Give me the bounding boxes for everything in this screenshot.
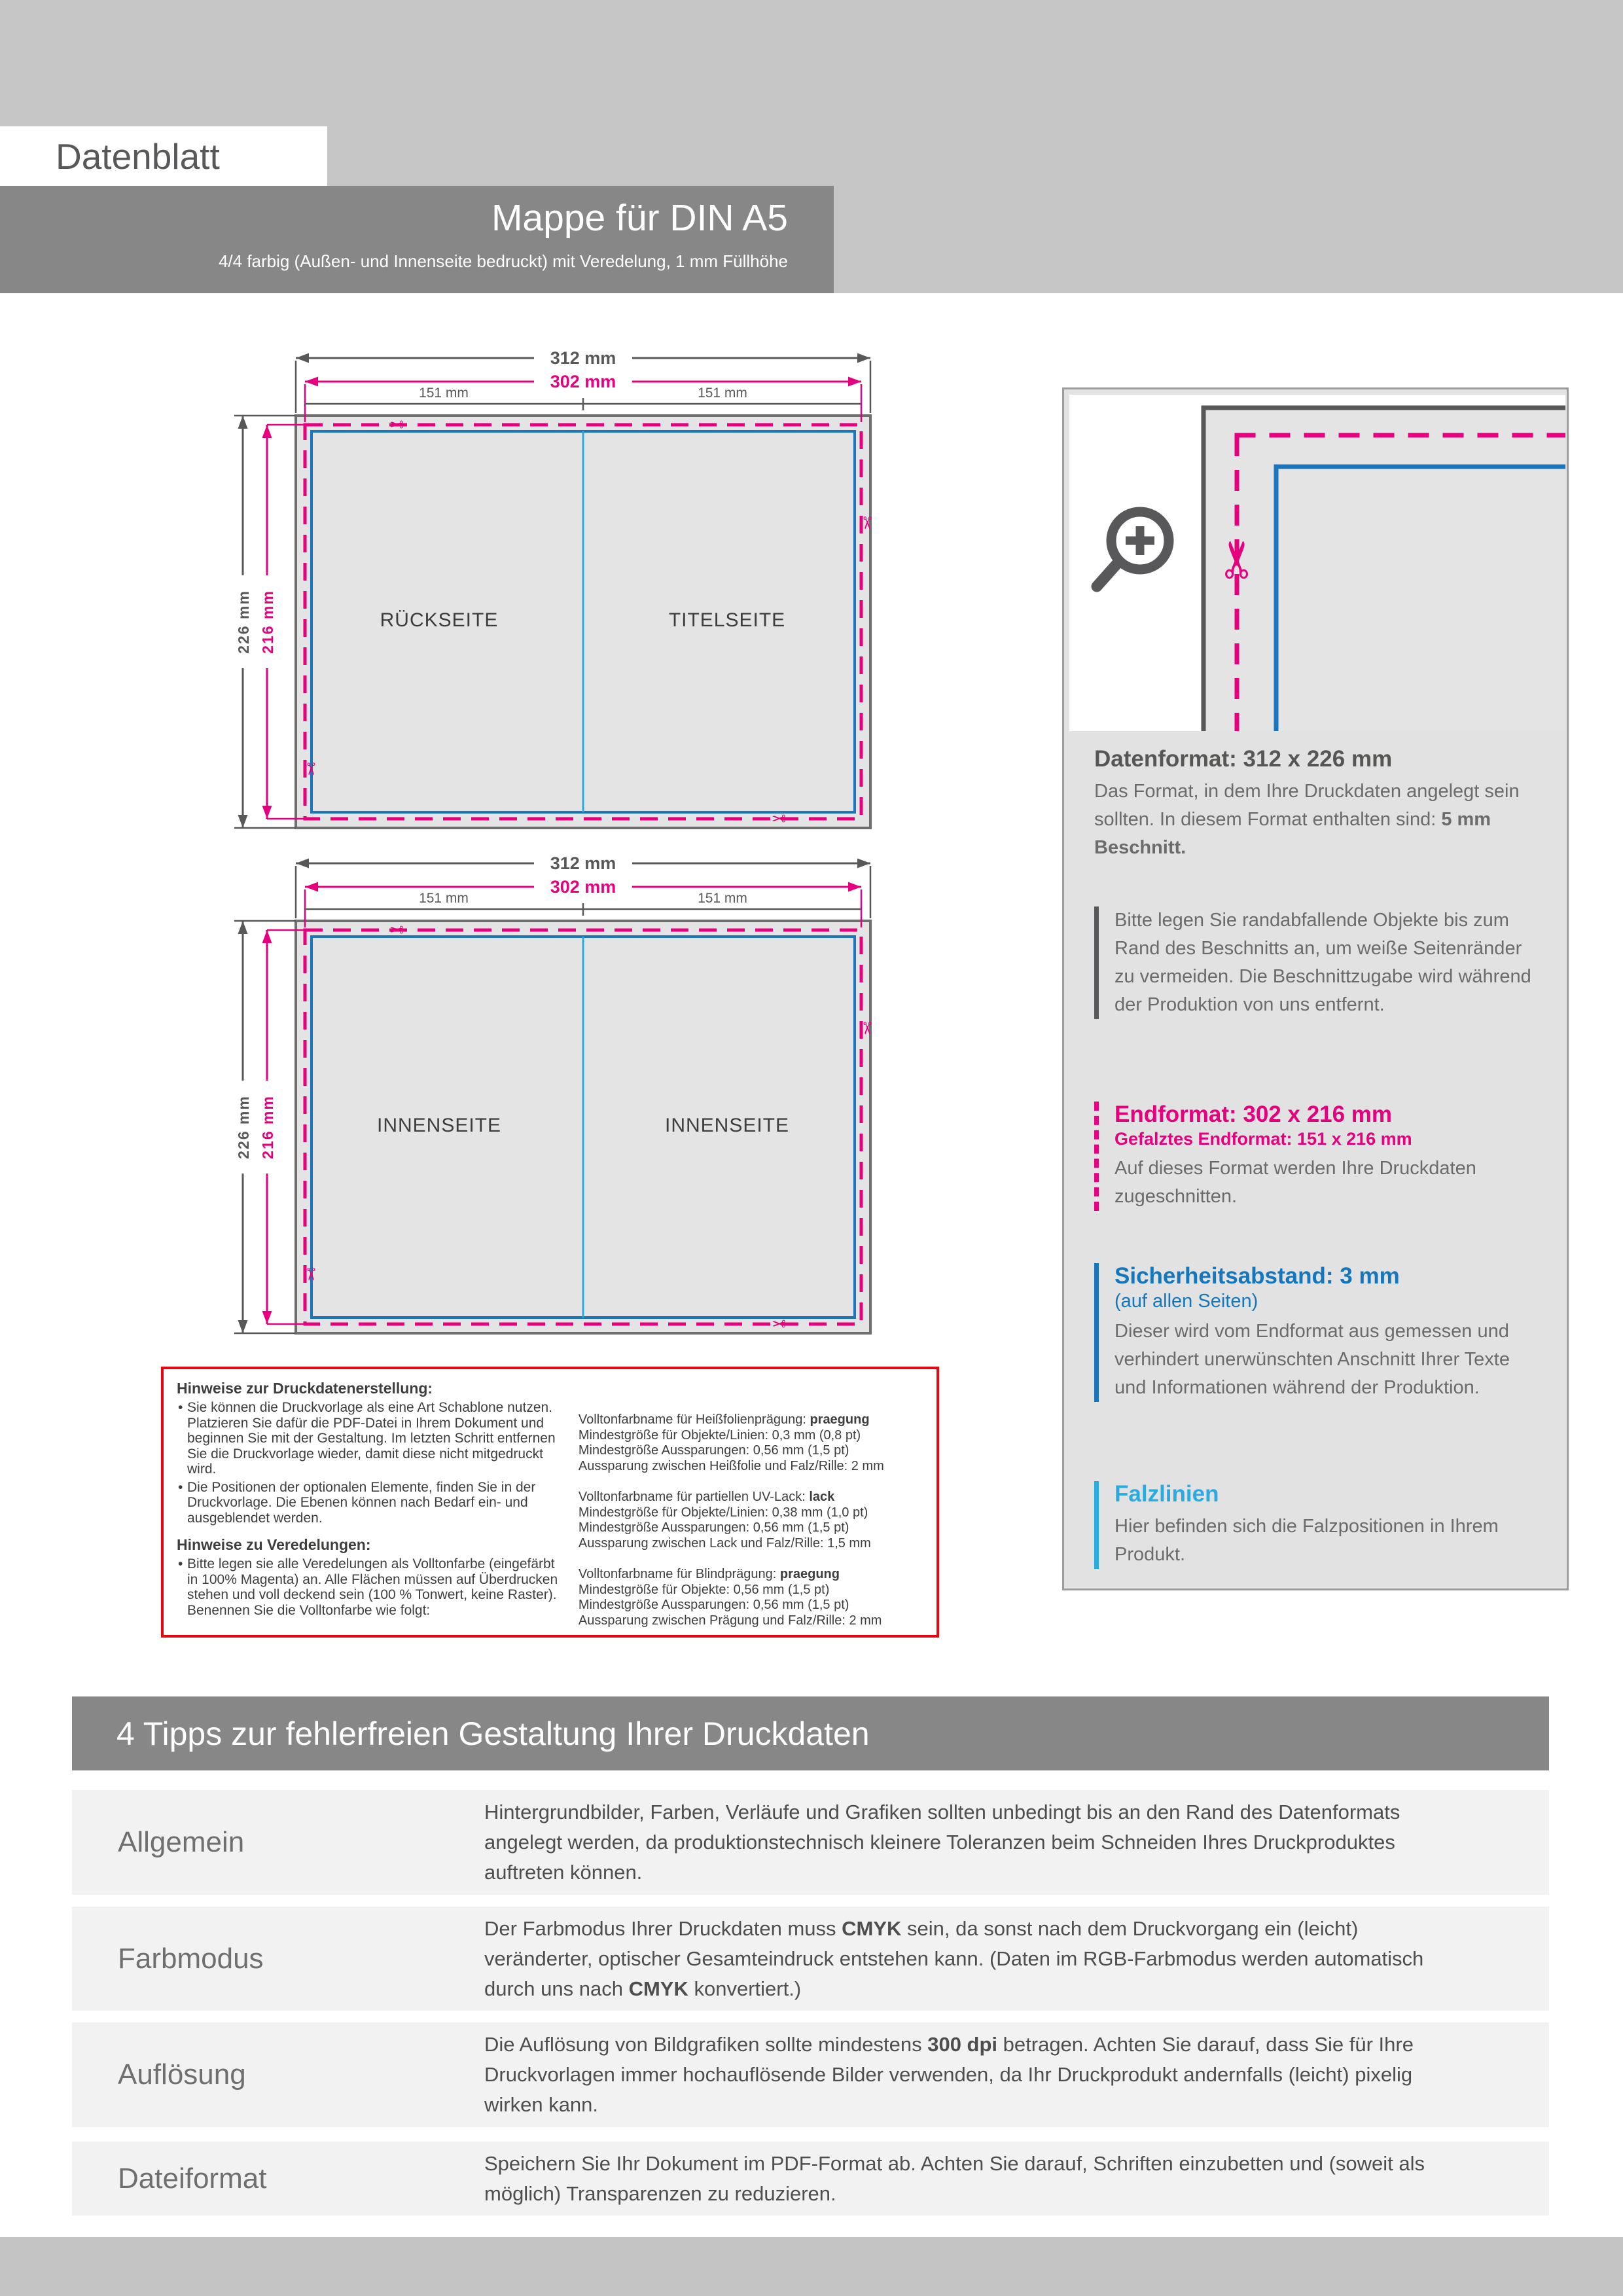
spec-line: Aussparung zwischen Prägung und Falz/Rille: 2 mm: [578, 1613, 882, 1628]
scissors-icon: ✂: [857, 516, 876, 530]
falzlinien-body: Hier befinden sich die Falzpositionen in Ihrem Produkt.: [1115, 1516, 1499, 1565]
spec-head: Volltonfarbname für partiellen UV-Lack: lack: [578, 1490, 835, 1504]
safety-heading: Sicherheitsabstand: 3 mm: [1115, 1263, 1400, 1289]
scissors-icon: ✂: [389, 921, 404, 941]
tip-row-allgemein: [72, 1790, 1549, 1895]
spec-line: Mindestgröße Aussparungen: 0,56 mm (1,5 pt): [578, 1520, 849, 1535]
spot-color-spec: [579, 1567, 925, 1628]
dim-width-end-label: 302 mm: [550, 372, 616, 391]
dim-half-left-label: 151 mm: [419, 386, 469, 401]
corner-zoom-illustration: [1069, 395, 1565, 731]
scissors-icon: ✂: [1209, 538, 1268, 581]
product-title-bar: [0, 186, 834, 293]
dim-half-right-label: 151 mm: [698, 386, 747, 401]
section-safety: [1094, 1263, 1533, 1402]
endformat-subheading: Gefalztes Endformat: 151 x 216 mm: [1115, 1129, 1412, 1149]
dim-height-total-label: 226 mm: [235, 590, 252, 654]
spec-line: Aussparung zwischen Lack und Falz/Rille: 1,5 mm: [578, 1535, 871, 1551]
scissors-icon: ✂: [389, 416, 404, 435]
scissors-icon: ✂: [300, 762, 320, 776]
note-item: • Sie können die Druckvorlage als eine Art Schablone nutzen. Platzieren Sie dafür die PDF-Datei in Ihrem Dokument und beginnen Sie mit der Gestaltung. Im letzten Schritt entfernen Sie die Druckvorlage wieder, damit diese nicht mitgedruckt wird.: [177, 1400, 562, 1477]
notes-bullets-1: [177, 1400, 562, 1526]
notes-right-column: [579, 1380, 925, 1628]
notes-heading-1: Hinweise zur Druckdatenerstellung:: [177, 1380, 433, 1397]
scissors-icon: ✂: [772, 1315, 786, 1335]
spec-head: Volltonfarbname für Heißfolienprägung: praegung: [578, 1412, 870, 1427]
spec-head: Volltonfarbname für Blindprägung: praegung: [578, 1567, 840, 1581]
tip-text: Der Farbmodus Ihrer Druckdaten muss CMYK sein, da sonst nach dem Druckvorgang ein (leicht) veränderter, optischer Gesamteindruck entstehen kann. (Daten im RGB-Farbmodus werden automatisch durch uns nach CMYK konvertiert.): [484, 1916, 1424, 2000]
note-item: • Die Positionen der optionalen Elemente, finden Sie in der Druckvorlage. Die Ebenen können nach Bedarf ein- und ausgeblendet werden.: [177, 1480, 562, 1526]
spot-color-spec: [579, 1412, 925, 1474]
footer-band: [0, 2237, 1623, 2296]
datenformat-heading: Datenformat: 312 x 226 mm: [1094, 746, 1393, 772]
spot-color-spec: [579, 1490, 925, 1551]
spec-line: Mindestgröße für Objekte/Linien: 0,3 mm (0,8 pt): [578, 1427, 861, 1443]
spec-line: Mindestgröße für Objekte: 0,56 mm (1,5 pt): [578, 1582, 830, 1597]
spec-line: Mindestgröße für Objekte/Linien: 0,38 mm (1,0 pt): [578, 1505, 868, 1520]
spec-line: Aussparung zwischen Heißfolie und Falz/Rille: 2 mm: [578, 1458, 884, 1473]
dim-height-end-label: 216 mm: [259, 590, 276, 654]
endformat-heading: Endformat: 302 x 216 mm: [1115, 1102, 1393, 1127]
tips-title: 4 Tipps zur fehlerfreien Gestaltung Ihrer Druckdaten: [116, 1715, 870, 1752]
spec-line: Mindestgröße Aussparungen: 0,56 mm (1,5 pt): [578, 1443, 849, 1458]
notes-heading-2: Hinweise zu Veredelungen:: [177, 1536, 371, 1553]
dim-width-total-label: 312 mm: [550, 348, 616, 368]
tip-label: Farbmodus: [118, 1942, 264, 1975]
dim-width-total-label: 312 mm: [550, 853, 616, 873]
datenformat-body: Das Format, in dem Ihre Druckdaten angelegt sein sollten. In diesem Format enthalten sind: 5 mm Beschnitt.: [1094, 781, 1520, 858]
bleed-note-body: Bitte legen Sie randabfallende Objekte bis zum Rand des Beschnitts an, um weiße Seitenränder zu vermeiden. Die Beschnittzugabe wird während der Produktion von uns entfernt.: [1115, 910, 1531, 1015]
panel-label-back: RÜCKSEITE: [380, 609, 499, 631]
section-falzlinien: [1094, 1481, 1533, 1569]
spec-line: Mindestgröße Aussparungen: 0,56 mm (1,5 pt): [578, 1598, 849, 1612]
tip-row-dateiformat: [72, 2142, 1549, 2215]
dim-half-right-label: 151 mm: [698, 891, 747, 906]
falzlinien-heading: Falzlinien: [1115, 1481, 1219, 1507]
tip-row-farbmodus: [72, 1907, 1549, 2011]
tip-text: Speichern Sie Ihr Dokument im PDF-Format ab. Achten Sie darauf, Schriften einzubetten und (soweit als möglich) Transparenzen zu reduzieren.: [484, 2151, 1425, 2205]
print-data-notes-box: [161, 1367, 939, 1638]
notes-left-column: [177, 1380, 562, 1628]
notes-bullets-2: [177, 1556, 562, 1618]
dim-height-total-label: 226 mm: [235, 1095, 252, 1159]
diagram-outside-spread: [196, 345, 955, 829]
scissors-icon: ✂: [857, 1021, 876, 1035]
dim-height-end-label: 216 mm: [259, 1095, 276, 1159]
scissors-icon: ✂: [772, 810, 786, 829]
section-bleed-note: [1094, 906, 1533, 1019]
tip-row-aufloesung: [72, 2022, 1549, 2127]
dim-half-left-label: 151 mm: [419, 891, 469, 906]
tip-label: Dateiformat: [118, 2162, 267, 2195]
diagram-inside-spread: [196, 850, 955, 1335]
product-subtitle: 4/4 farbig (Außen- und Innenseite bedruckt) mit Veredelung, 1 mm Füllhöhe: [218, 251, 788, 271]
tip-label: Allgemein: [118, 1826, 245, 1858]
sheet-label: Datenblatt: [56, 135, 220, 177]
tip-text: Hintergrundbilder, Farben, Verläufe und Grafiken sollten unbedingt bis an den Rand des Datenformats angelegt werden, da produktionstechnisch kleinere Toleranzen beim Schneiden Ihres Druckproduktes auftreten können.: [484, 1801, 1400, 1884]
tip-text: Die Auflösung von Bildgrafiken sollte mindestens 300 dpi betragen. Achten Sie darauf, dass Sie für Ihre Druckvorlagen immer hochauflösende Bilder verwenden, da Ihr Druckprodukt andernfalls (leicht) pixelig wirken kann.: [484, 2033, 1414, 2116]
panel-label-front: TITELSEITE: [668, 609, 786, 631]
tips-title-bar: [72, 1696, 1549, 1770]
note-item: • Bitte legen sie alle Veredelungen als Volltonfarbe (eingefärbt in 100% Magenta) an. Alle Flächen müssen auf Überdrucken stehen und voll deckend sein (100 % Tonwert, keine Raster). Benennen Sie die Volltonfarbe wie folgt:: [177, 1556, 562, 1618]
endformat-body: Auf dieses Format werden Ihre Druckdaten zugeschnitten.: [1115, 1158, 1476, 1207]
dim-width-end-label: 302 mm: [550, 877, 616, 897]
section-endformat: [1094, 1102, 1533, 1211]
legend-panel: [1062, 387, 1569, 1590]
product-title: Mappe für DIN A5: [491, 197, 788, 239]
panel-label-inside-right: INNENSEITE: [664, 1115, 790, 1136]
panel-label-inside-left: INNENSEITE: [376, 1115, 502, 1136]
safety-subheading: (auf allen Seiten): [1115, 1291, 1258, 1312]
sheet-label-box: [0, 126, 327, 186]
safety-body: Dieser wird vom Endformat aus gemessen und verhindert unerwünschten Anschnitt Ihrer Texte und Informationen während der Produktion.: [1115, 1321, 1510, 1398]
scissors-icon: ✂: [300, 1267, 320, 1282]
section-datenformat: [1094, 746, 1534, 862]
tip-label: Auflösung: [118, 2058, 246, 2090]
